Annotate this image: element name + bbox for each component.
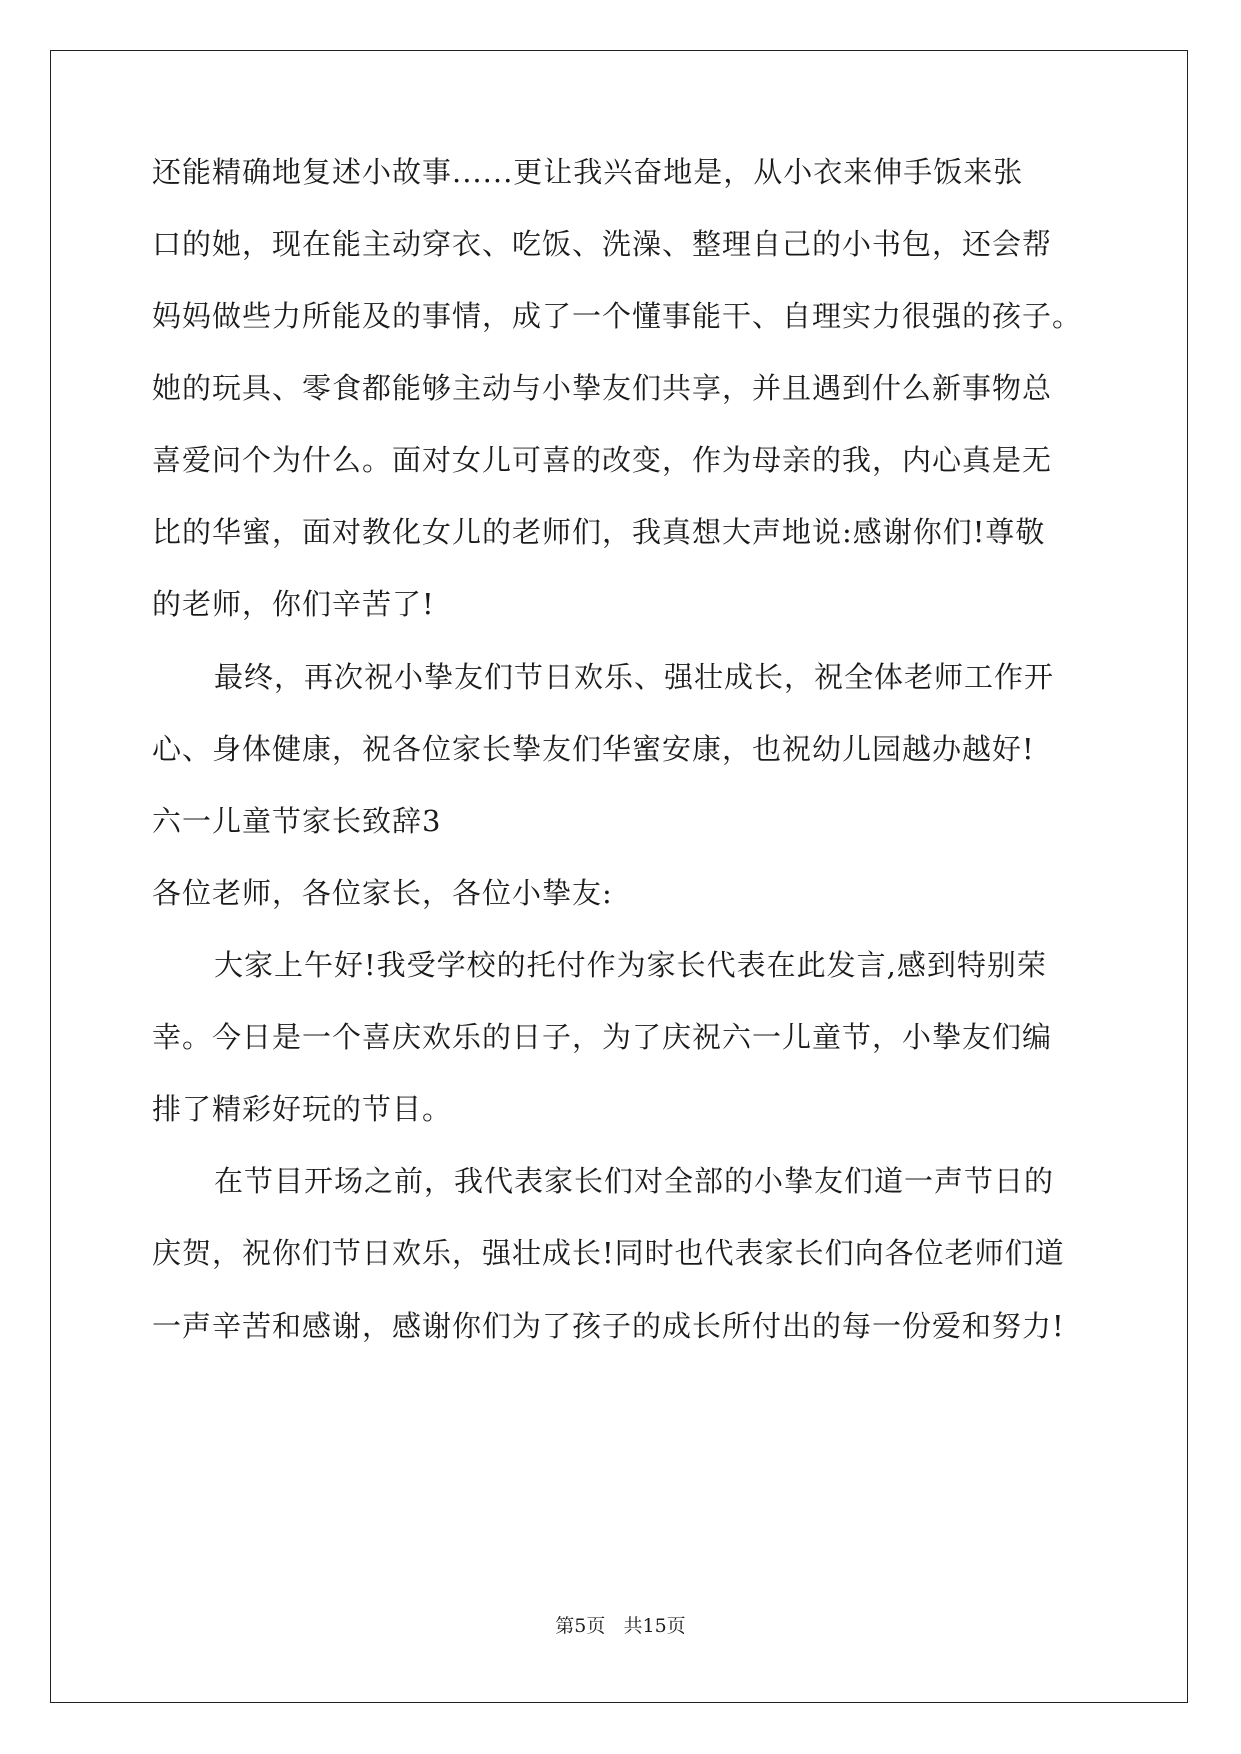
text-line: 喜爱问个为什么。面对女儿可喜的改变，作为母亲的我，内心真是无 — [152, 443, 1053, 477]
text-line: 妈妈做些力所能及的事情，成了一个懂事能干、自理实力很强的孩子。 — [152, 299, 1083, 333]
text-line: 的老师，你们辛苦了! — [152, 587, 435, 621]
text-line: 一声辛苦和感谢，感谢你们为了孩子的成长所付出的每一份爱和努力! — [152, 1309, 1065, 1343]
text-line: 幸。今日是一个喜庆欢乐的日子，为了庆祝六一儿童节，小挚友们编 — [152, 1020, 1053, 1054]
text-line: 她的玩具、零食都能够主动与小挚友们共享，并且遇到什么新事物总 — [152, 371, 1053, 405]
text-line: 心、身体健康，祝各位家长挚友们华蜜安康，也祝幼儿园越办越好! — [152, 732, 1035, 766]
text-line-indented: 最终，再次祝小挚友们节日欢乐、强壮成长，祝全体老师工作开 — [214, 660, 1055, 694]
text-line: 排了精彩好玩的节目。 — [152, 1092, 453, 1126]
text-line: 口的她，现在能主动穿衣、吃饭、洗澡、整理自己的小书包，还会帮 — [152, 227, 1053, 261]
section-heading: 六一儿童节家长致辞3 — [152, 804, 442, 838]
text-line-indented: 在节目开场之前，我代表家长们对全部的小挚友们道一声节日的 — [214, 1164, 1055, 1198]
salutation: 各位老师，各位家长，各位小挚友: — [152, 876, 613, 910]
page-number-footer: 第5页 共15页 — [555, 1615, 686, 1637]
text-line: 还能精确地复述小故事......更让我兴奋地是，从小衣来伸手饭来张 — [152, 155, 1024, 189]
text-line: 比的华蜜，面对教化女儿的老师们，我真想大声地说:感谢你们!尊敬 — [152, 515, 1046, 549]
text-line: 庆贺，祝你们节日欢乐，强壮成长!同时也代表家长们向各位老师们道 — [152, 1236, 1065, 1270]
text-line-indented: 大家上午好!我受学校的托付作为家长代表在此发言,感到特别荣 — [214, 948, 1047, 982]
